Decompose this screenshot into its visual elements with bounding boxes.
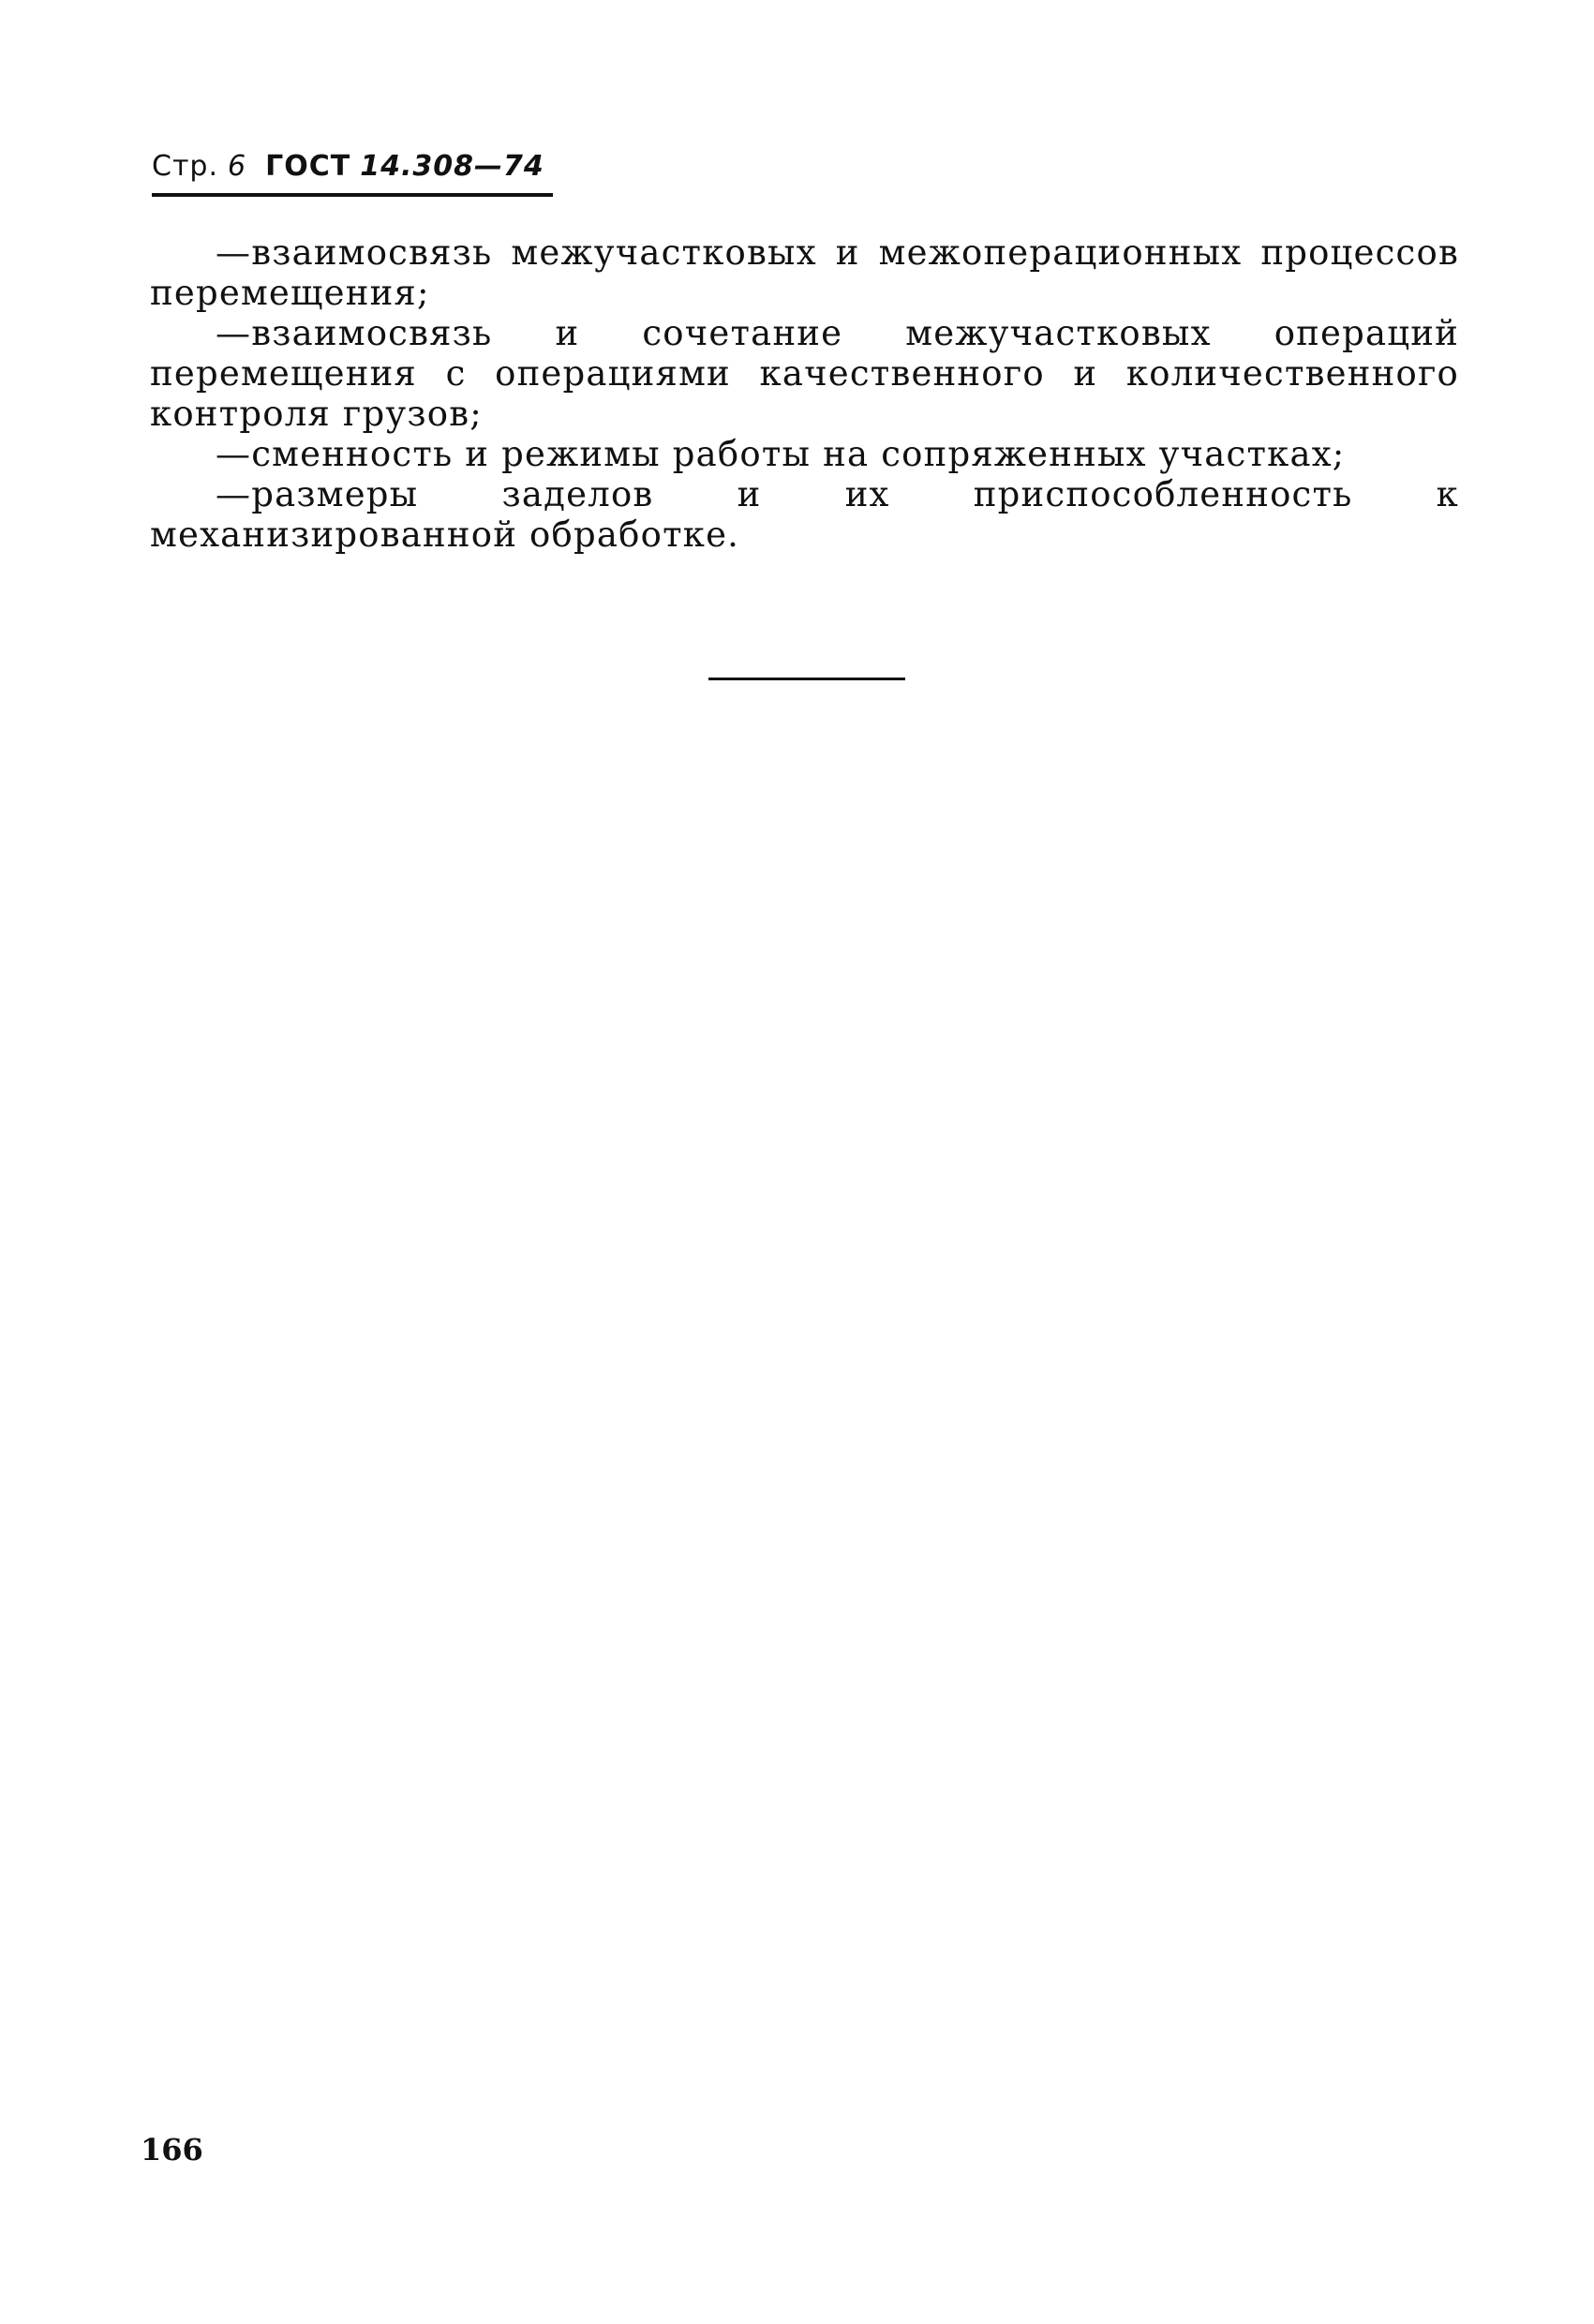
header-underline bbox=[152, 193, 553, 197]
standard-code: ГОСТ bbox=[265, 150, 351, 183]
running-header bbox=[152, 150, 544, 184]
end-of-text-rule bbox=[708, 678, 905, 680]
body-text bbox=[150, 232, 1459, 555]
page-label: Стр. bbox=[152, 150, 219, 183]
page-number: 6 bbox=[228, 150, 247, 183]
standard-number: 14.308—74 bbox=[360, 150, 544, 183]
paragraph-4: —размеры заделов и их приспособленность к механизированной обработке. bbox=[150, 474, 1459, 555]
paragraph-2: —взаимосвязь и сочетание межучастковых операций перемещения с операциями качественного и количественного контроля грузов; bbox=[150, 313, 1459, 434]
paragraph-3: —сменность и режимы работы на сопряженных участках; bbox=[216, 434, 1346, 474]
page-folio: 166 bbox=[141, 2132, 203, 2168]
paragraph-1: —взаимосвязь межучастковых и межоперационных процессов перемещения; bbox=[150, 232, 1459, 313]
